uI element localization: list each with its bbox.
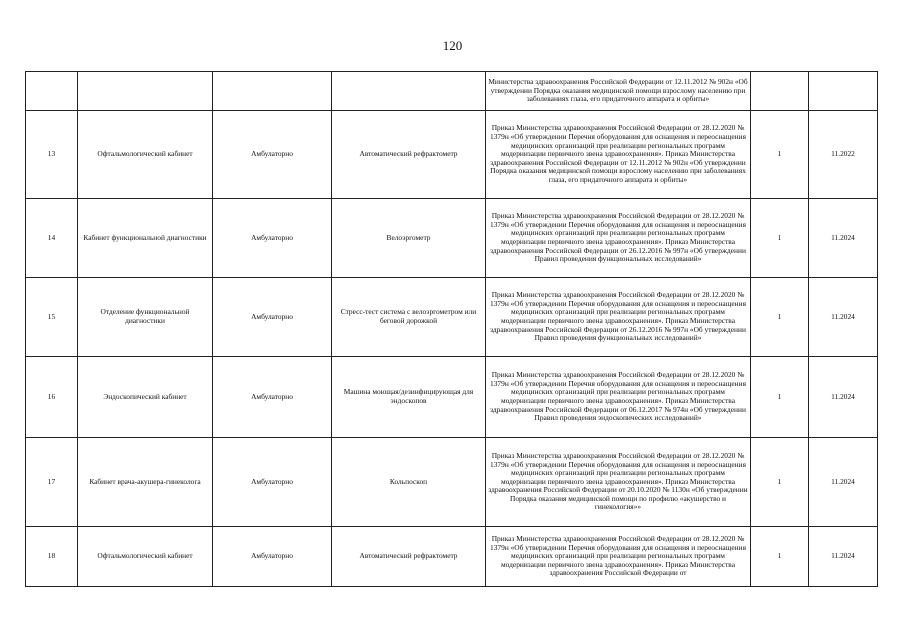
row-number: 17 — [26, 438, 78, 527]
equipment-name: Кольпоскоп — [332, 438, 486, 527]
row-number: 14 — [26, 199, 78, 278]
equipment-name — [332, 72, 486, 111]
quantity — [751, 72, 809, 111]
regulatory-order: Приказ Министерства здравоохранения Российской Федерации от 28.12.2020 № 1379н «Об утверждении Перечня оборудования для оснащения и переоснащения медицинских организаций при реализации региональных программ модернизации первичного звена здравоохранения». Приказ Министерства здравоохранения Российской Федерации от 12.11.2012 № 902н «Об утверждении Порядка оказания медицинской помощи взрослому населению при заболеваниях глаза, его придаточного аппарата и орбиты» — [486, 111, 751, 199]
delivery-date: 11.2024 — [809, 199, 878, 278]
row-number: 15 — [26, 278, 78, 357]
equipment-name: Автоматический рефрактометр — [332, 111, 486, 199]
quantity: 1 — [751, 438, 809, 527]
unit-name: Офтальмологический кабинет — [78, 111, 213, 199]
table-row — [26, 199, 878, 278]
table-row — [26, 278, 878, 357]
unit-name — [78, 72, 213, 111]
equipment-name: Стресс-тест система с велоэргометром или беговой дорожкой — [332, 278, 486, 357]
care-mode: Амбулаторно — [213, 278, 332, 357]
table-row — [26, 438, 878, 527]
equipment-name: Автоматический рефрактометр — [332, 527, 486, 587]
regulatory-order: Приказ Министерства здравоохранения Российской Федерации от 28.12.2020 № 1379н «Об утверждении Перечня оборудования для оснащения и переоснащения медицинских организаций при реализации региональных программ модернизации первичного звена здравоохранения». Приказ Министерства здравоохранения Российской Федерации от 26.12.2016 № 997н «Об утверждении Правил проведения функциональных исследований» — [486, 199, 751, 278]
care-mode: Амбулаторно — [213, 438, 332, 527]
quantity: 1 — [751, 278, 809, 357]
delivery-date: 11.2024 — [809, 278, 878, 357]
row-number: 16 — [26, 357, 78, 438]
row-number: 18 — [26, 527, 78, 587]
table-row — [26, 527, 878, 587]
unit-name: Кабинет врача-акушера-гинеколога — [78, 438, 213, 527]
regulatory-order: Министерства здравоохранения Российской Федерации от 12.11.2012 № 902н «Об утверждении Порядка оказания медицинской помощи взрослому населению при заболеваниях глаза, его придаточного аппарата и орбиты» — [486, 72, 751, 111]
delivery-date — [809, 72, 878, 111]
row-number: 13 — [26, 111, 78, 199]
quantity: 1 — [751, 199, 809, 278]
quantity: 1 — [751, 527, 809, 587]
table-row — [26, 111, 878, 199]
table-row — [26, 357, 878, 438]
care-mode: Амбулаторно — [213, 111, 332, 199]
delivery-date: 11.2024 — [809, 438, 878, 527]
table-row — [26, 72, 878, 111]
quantity: 1 — [751, 111, 809, 199]
unit-name: Кабинет функциональной диагностики — [78, 199, 213, 278]
page-number: 120 — [442, 38, 463, 53]
unit-name: Эндоскопический кабинет — [78, 357, 213, 438]
equipment-name: Велоэргометр — [332, 199, 486, 278]
row-number — [26, 72, 78, 111]
quantity: 1 — [751, 357, 809, 438]
equipment-name: Машина моющая/дезинфицирующая для эндоскопов — [332, 357, 486, 438]
regulatory-order: Приказ Министерства здравоохранения Российской Федерации от 28.12.2020 № 1379н «Об утверждении Перечня оборудования для оснащения и переоснащения медицинских организаций при реализации региональных программ модернизации первичного звена здравоохранения». Приказ Министерства здравоохранения Российской Федерации от 20.10.2020 № 1130н «Об утверждении Порядка оказания медицинской помощи по профилю «акушерство и гинекология»» — [486, 438, 751, 527]
care-mode: Амбулаторно — [213, 199, 332, 278]
regulatory-order: Приказ Министерства здравоохранения Российской Федерации от 28.12.2020 № 1379н «Об утверждении Перечня оборудования для оснащения и переоснащения медицинских организаций при реализации региональных программ модернизации первичного звена здравоохранения». Приказ Министерства здравоохранения Российской Федерации от — [486, 527, 751, 587]
delivery-date: 11.2024 — [809, 357, 878, 438]
equipment-table — [25, 71, 878, 587]
delivery-date: 11.2024 — [809, 527, 878, 587]
care-mode: Амбулаторно — [213, 527, 332, 587]
delivery-date: 11.2022 — [809, 111, 878, 199]
unit-name: Офтальмологический кабинет — [78, 527, 213, 587]
regulatory-order: Приказ Министерства здравоохранения Российской Федерации от 28.12.2020 № 1379н «Об утверждении Перечня оборудования для оснащения и переоснащения медицинских организаций при реализации региональных программ модернизации первичного звена здравоохранения». Приказ Министерства здравоохранения Российской Федерации от 06.12.2017 № 974н «Об утверждении Правил проведения эндоскопических исследований» — [486, 357, 751, 438]
care-mode: Амбулаторно — [213, 357, 332, 438]
care-mode — [213, 72, 332, 111]
unit-name: Отделение функциональной диагностики — [78, 278, 213, 357]
regulatory-order: Приказ Министерства здравоохранения Российской Федерации от 28.12.2020 № 1379н «Об утверждении Перечня оборудования для оснащения и переоснащения медицинских организаций при реализации региональных программ модернизации первичного звена здравоохранения». Приказ Министерства здравоохранения Российской Федерации от 26.12.2016 № 997н «Об утверждении Правил проведения функциональных исследований» — [486, 278, 751, 357]
